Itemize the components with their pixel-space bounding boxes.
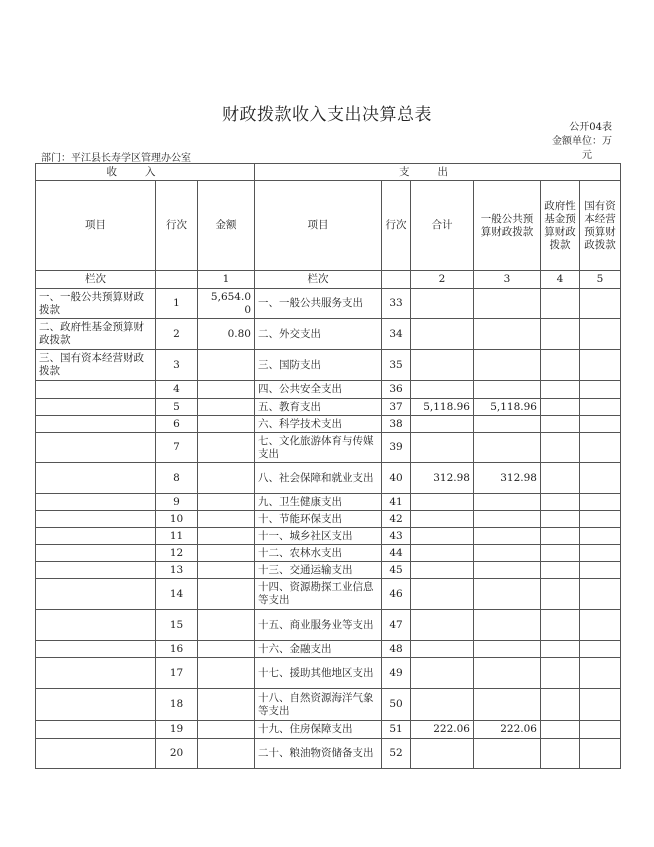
expense-line-index — [382, 271, 411, 289]
expense-section-header: 支出 — [255, 164, 621, 181]
table-row — [36, 511, 621, 528]
income-line-cell: 19 — [156, 721, 198, 739]
income-item-cell — [36, 721, 156, 739]
state-capital-cell — [580, 511, 621, 528]
income-line-cell: 9 — [156, 494, 198, 511]
expense-line-cell: 46 — [382, 579, 411, 610]
table-row — [36, 528, 621, 545]
income-amount-header: 金额 — [198, 181, 255, 271]
column-header-row — [36, 181, 621, 271]
column-index-row — [36, 271, 621, 289]
general-budget-cell — [474, 528, 541, 545]
table-row — [36, 579, 621, 610]
expense-line-cell: 52 — [382, 739, 411, 769]
expense-item-cell: 三、国防支出 — [255, 350, 382, 381]
gov-fund-cell — [541, 721, 580, 739]
state-capital-cell — [580, 433, 621, 463]
income-item-cell: 一、一般公共预算财政拨款 — [36, 289, 156, 319]
table-row — [36, 545, 621, 562]
income-line-cell: 13 — [156, 562, 198, 579]
state-capital-cell — [580, 289, 621, 319]
income-amount-cell — [198, 463, 255, 494]
general-budget-header: 一般公共预算财政拨款 — [474, 181, 541, 271]
gov-fund-cell — [541, 399, 580, 416]
table-row — [36, 721, 621, 739]
expense-line-cell: 48 — [382, 641, 411, 658]
total-cell — [411, 579, 474, 610]
general-index: 3 — [474, 271, 541, 289]
table-row — [36, 610, 621, 641]
total-cell — [411, 381, 474, 399]
total-cell — [411, 528, 474, 545]
total-cell — [411, 319, 474, 350]
general-budget-cell — [474, 511, 541, 528]
expense-item-cell: 二、外交支出 — [255, 319, 382, 350]
state-capital-cell — [580, 545, 621, 562]
income-amount-cell — [198, 562, 255, 579]
income-amount-cell — [198, 721, 255, 739]
total-cell — [411, 350, 474, 381]
state-capital-header: 国有资本经营预算财政拨款 — [580, 181, 621, 271]
income-line-cell: 8 — [156, 463, 198, 494]
expense-line-header: 行次 — [382, 181, 411, 271]
expense-item-cell: 十八、自然资源海洋气象等支出 — [255, 689, 382, 721]
general-budget-cell — [474, 689, 541, 721]
expense-line-cell: 42 — [382, 511, 411, 528]
expense-line-cell: 44 — [382, 545, 411, 562]
gov-fund-cell — [541, 562, 580, 579]
income-amount-cell — [198, 399, 255, 416]
gov-fund-cell — [541, 319, 580, 350]
total-index: 2 — [411, 271, 474, 289]
gov-fund-cell — [541, 416, 580, 433]
total-cell — [411, 641, 474, 658]
page-title: 财政拨款收入支出决算总表 — [222, 105, 432, 125]
general-budget-cell — [474, 739, 541, 769]
total-cell — [411, 289, 474, 319]
section-header-row — [36, 164, 621, 181]
income-line-cell: 12 — [156, 545, 198, 562]
table-row — [36, 641, 621, 658]
expense-line-cell: 49 — [382, 658, 411, 689]
state-capital-cell — [580, 658, 621, 689]
budget-table — [35, 163, 621, 769]
total-cell — [411, 494, 474, 511]
department-label: 部门：平江县长寿学区管理办公室 — [41, 153, 191, 164]
income-item-cell — [36, 658, 156, 689]
income-amount-index: 1 — [198, 271, 255, 289]
gov-fund-cell — [541, 381, 580, 399]
table-row — [36, 350, 621, 381]
income-amount-cell — [198, 689, 255, 721]
total-cell: 5,118.96 — [411, 399, 474, 416]
total-cell — [411, 610, 474, 641]
table-row — [36, 562, 621, 579]
expense-item-cell: 十、节能环保支出 — [255, 511, 382, 528]
gov-fund-cell — [541, 494, 580, 511]
income-line-cell: 20 — [156, 739, 198, 769]
income-item-cell — [36, 433, 156, 463]
income-index-label: 栏次 — [36, 271, 156, 289]
expense-item-cell: 十一、城乡社区支出 — [255, 528, 382, 545]
general-budget-cell — [474, 610, 541, 641]
state-capital-cell — [580, 319, 621, 350]
gov-fund-cell — [541, 433, 580, 463]
state-capital-cell — [580, 721, 621, 739]
total-header: 合计 — [411, 181, 474, 271]
table-row — [36, 416, 621, 433]
income-amount-cell: 0.80 — [198, 319, 255, 350]
general-budget-cell — [474, 641, 541, 658]
state-capital-cell — [580, 739, 621, 769]
general-budget-cell — [474, 433, 541, 463]
expense-item-cell: 十二、农林水支出 — [255, 545, 382, 562]
income-item-cell — [36, 545, 156, 562]
expense-item-cell: 五、教育支出 — [255, 399, 382, 416]
income-line-cell: 11 — [156, 528, 198, 545]
total-cell — [411, 545, 474, 562]
general-budget-cell — [474, 289, 541, 319]
income-amount-cell — [198, 579, 255, 610]
total-cell — [411, 416, 474, 433]
income-line-cell: 18 — [156, 689, 198, 721]
expense-line-cell: 47 — [382, 610, 411, 641]
income-item-cell — [36, 399, 156, 416]
expense-item-cell: 八、社会保障和就业支出 — [255, 463, 382, 494]
state-capital-cell — [580, 463, 621, 494]
income-item-cell — [36, 416, 156, 433]
income-line-cell: 6 — [156, 416, 198, 433]
income-amount-cell — [198, 381, 255, 399]
income-item-cell: 二、政府性基金预算财政拨款 — [36, 319, 156, 350]
table-row — [36, 433, 621, 463]
income-amount-cell — [198, 350, 255, 381]
general-budget-cell — [474, 350, 541, 381]
expense-line-cell: 45 — [382, 562, 411, 579]
expense-item-cell: 六、科学技术支出 — [255, 416, 382, 433]
table-row — [36, 399, 621, 416]
total-cell — [411, 658, 474, 689]
table-row — [36, 494, 621, 511]
total-cell — [411, 511, 474, 528]
income-amount-cell — [198, 528, 255, 545]
expense-item-cell: 十七、援助其他地区支出 — [255, 658, 382, 689]
income-amount-cell — [198, 494, 255, 511]
expense-item-cell: 十四、资源勘探工业信息等支出 — [255, 579, 382, 610]
income-item-cell — [36, 739, 156, 769]
income-line-cell: 14 — [156, 579, 198, 610]
income-line-cell: 15 — [156, 610, 198, 641]
total-cell — [411, 739, 474, 769]
gov-fund-cell — [541, 289, 580, 319]
expense-item-cell: 十九、住房保障支出 — [255, 721, 382, 739]
income-section-header: 收入 — [36, 164, 255, 181]
expense-line-cell: 51 — [382, 721, 411, 739]
state-capital-cell — [580, 381, 621, 399]
income-item-cell — [36, 494, 156, 511]
state-capital-cell — [580, 689, 621, 721]
expense-line-cell: 41 — [382, 494, 411, 511]
gov-fund-cell — [541, 689, 580, 721]
income-item-cell — [36, 528, 156, 545]
expense-item-cell: 十五、商业服务业等支出 — [255, 610, 382, 641]
income-amount-cell — [198, 641, 255, 658]
total-cell: 312.98 — [411, 463, 474, 494]
table-row — [36, 289, 621, 319]
income-item-cell: 三、国有资本经营财政拨款 — [36, 350, 156, 381]
expense-line-cell: 35 — [382, 350, 411, 381]
gov-fund-cell — [541, 511, 580, 528]
gov-fund-cell — [541, 658, 580, 689]
general-budget-cell — [474, 416, 541, 433]
form-code: 公开04表 — [569, 122, 612, 133]
income-amount-cell — [198, 658, 255, 689]
state-capital-cell — [580, 416, 621, 433]
table-row — [36, 658, 621, 689]
expense-line-cell: 50 — [382, 689, 411, 721]
income-amount-cell — [198, 739, 255, 769]
general-budget-cell: 5,118.96 — [474, 399, 541, 416]
income-line-cell: 17 — [156, 658, 198, 689]
table-row — [36, 381, 621, 399]
gov-fund-cell — [541, 528, 580, 545]
gov-fund-cell — [541, 579, 580, 610]
general-budget-cell — [474, 579, 541, 610]
general-budget-cell: 312.98 — [474, 463, 541, 494]
general-budget-cell — [474, 494, 541, 511]
general-budget-cell — [474, 545, 541, 562]
expense-line-cell: 40 — [382, 463, 411, 494]
income-line-cell: 1 — [156, 289, 198, 319]
state-capital-cell — [580, 641, 621, 658]
state-capital-cell — [580, 610, 621, 641]
income-amount-cell — [198, 511, 255, 528]
expense-line-cell: 36 — [382, 381, 411, 399]
income-amount-cell — [198, 416, 255, 433]
expense-item-header: 项目 — [255, 181, 382, 271]
total-cell: 222.06 — [411, 721, 474, 739]
expense-item-cell: 一、一般公共服务支出 — [255, 289, 382, 319]
expense-line-cell: 39 — [382, 433, 411, 463]
gov-fund-index: 4 — [541, 271, 580, 289]
state-capital-cell — [580, 494, 621, 511]
general-budget-cell — [474, 319, 541, 350]
table-row — [36, 689, 621, 721]
gov-fund-cell — [541, 545, 580, 562]
income-amount-cell — [198, 610, 255, 641]
expense-item-cell: 十三、交通运输支出 — [255, 562, 382, 579]
income-item-cell — [36, 579, 156, 610]
expense-item-cell: 七、文化旅游体育与传媒支出 — [255, 433, 382, 463]
expense-item-cell: 十六、金融支出 — [255, 641, 382, 658]
gov-fund-cell — [541, 641, 580, 658]
expense-item-cell: 四、公共安全支出 — [255, 381, 382, 399]
income-amount-cell — [198, 545, 255, 562]
expense-line-cell: 37 — [382, 399, 411, 416]
state-capital-index: 5 — [580, 271, 621, 289]
income-line-cell: 10 — [156, 511, 198, 528]
income-line-cell: 3 — [156, 350, 198, 381]
total-cell — [411, 689, 474, 721]
income-line-index — [156, 271, 198, 289]
unit-label: 金额单位：万 — [552, 136, 612, 147]
gov-fund-cell — [541, 350, 580, 381]
expense-line-cell: 33 — [382, 289, 411, 319]
income-item-cell — [36, 562, 156, 579]
expense-item-cell: 九、卫生健康支出 — [255, 494, 382, 511]
general-budget-cell — [474, 381, 541, 399]
state-capital-cell — [580, 562, 621, 579]
income-line-cell: 7 — [156, 433, 198, 463]
gov-fund-cell — [541, 739, 580, 769]
state-capital-cell — [580, 350, 621, 381]
income-line-cell: 5 — [156, 399, 198, 416]
income-amount-cell — [198, 433, 255, 463]
expense-index-label: 栏次 — [255, 271, 382, 289]
income-amount-cell: 5,654.00 — [198, 289, 255, 319]
state-capital-cell — [580, 399, 621, 416]
income-item-cell — [36, 689, 156, 721]
gov-fund-header: 政府性基金预算财政拨款 — [541, 181, 580, 271]
income-line-cell: 2 — [156, 319, 198, 350]
income-item-cell — [36, 511, 156, 528]
table-row — [36, 319, 621, 350]
general-budget-cell — [474, 562, 541, 579]
expense-line-cell: 38 — [382, 416, 411, 433]
income-line-cell: 16 — [156, 641, 198, 658]
total-cell — [411, 562, 474, 579]
income-item-cell — [36, 641, 156, 658]
expense-line-cell: 34 — [382, 319, 411, 350]
expense-line-cell: 43 — [382, 528, 411, 545]
state-capital-cell — [580, 528, 621, 545]
total-cell — [411, 433, 474, 463]
unit-suffix: 元 — [582, 150, 592, 161]
income-item-header: 项目 — [36, 181, 156, 271]
income-line-header: 行次 — [156, 181, 198, 271]
general-budget-cell — [474, 658, 541, 689]
gov-fund-cell — [541, 463, 580, 494]
state-capital-cell — [580, 579, 621, 610]
income-line-cell: 4 — [156, 381, 198, 399]
expense-item-cell: 二十、粮油物资储备支出 — [255, 739, 382, 769]
gov-fund-cell — [541, 610, 580, 641]
general-budget-cell: 222.06 — [474, 721, 541, 739]
income-item-cell — [36, 381, 156, 399]
income-item-cell — [36, 610, 156, 641]
table-row — [36, 463, 621, 494]
income-item-cell — [36, 463, 156, 494]
table-row — [36, 739, 621, 769]
report-meta — [532, 121, 612, 163]
